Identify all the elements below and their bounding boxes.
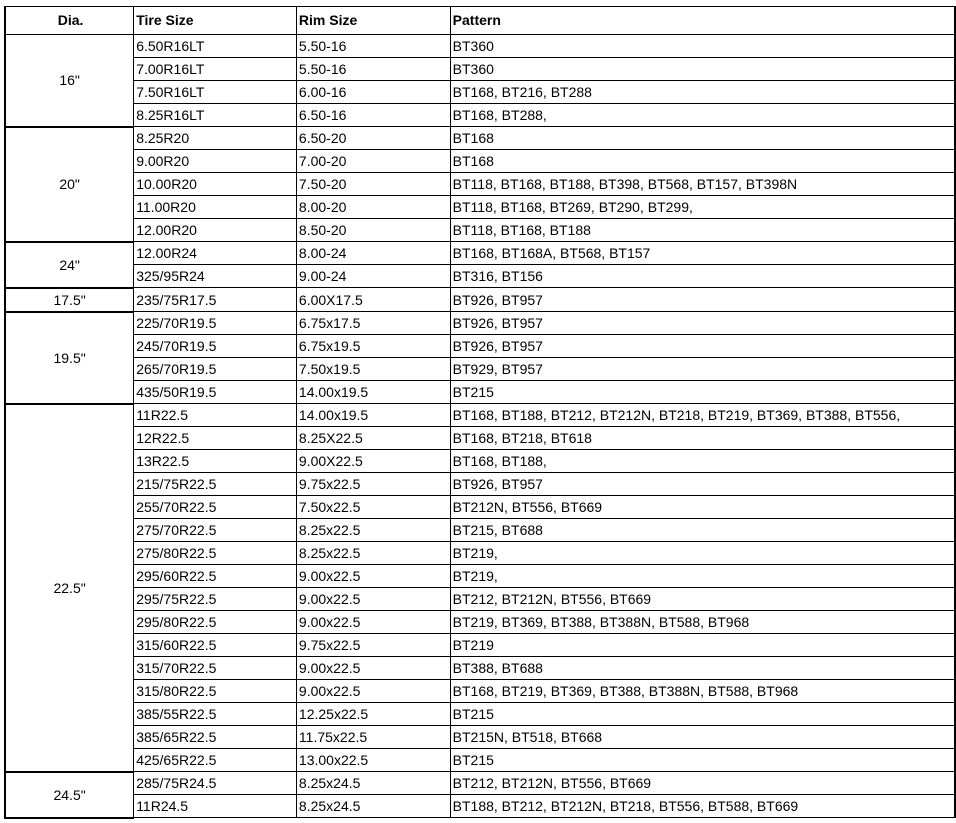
table-row <box>5 680 955 703</box>
table-row <box>5 312 955 335</box>
table-row <box>5 450 955 473</box>
table-row <box>5 381 955 404</box>
rim-size-cell: 6.50-20 <box>296 127 450 150</box>
table-row <box>5 35 955 58</box>
table-row <box>5 196 955 219</box>
rim-size-cell: 8.00-20 <box>296 196 450 219</box>
rim-size-cell: 8.25x24.5 <box>296 772 450 795</box>
pattern-cell: BT360 <box>450 35 955 58</box>
rim-size-cell: 9.00x22.5 <box>296 657 450 680</box>
tire-size-cell: 325/95R24 <box>134 265 297 288</box>
rim-size-cell: 7.00-20 <box>296 150 450 173</box>
pattern-cell: BT215, BT688 <box>450 519 955 542</box>
table-row <box>5 150 955 173</box>
tire-size-cell: 295/80R22.5 <box>134 611 297 634</box>
tire-size-cell: 285/75R24.5 <box>134 772 297 795</box>
table-row <box>5 795 955 818</box>
pattern-cell: BT388, BT688 <box>450 657 955 680</box>
header-dia: Dia. <box>5 7 134 35</box>
tire-size-cell: 245/70R19.5 <box>134 335 297 358</box>
tire-size-cell: 295/60R22.5 <box>134 565 297 588</box>
tire-size-cell: 225/70R19.5 <box>134 312 297 335</box>
tire-size-cell: 8.25R16LT <box>134 104 297 127</box>
table-row <box>5 588 955 611</box>
header-row <box>5 7 955 35</box>
rim-size-cell: 8.25x24.5 <box>296 795 450 818</box>
pattern-cell: BT219, <box>450 542 955 565</box>
tire-size-cell: 435/50R19.5 <box>134 381 297 404</box>
rim-size-cell: 5.50-16 <box>296 58 450 81</box>
rim-size-cell: 9.00x22.5 <box>296 680 450 703</box>
pattern-cell: BT168, BT168A, BT568, BT157 <box>450 242 955 265</box>
tire-size-cell: 255/70R22.5 <box>134 496 297 519</box>
pattern-cell: BT219 <box>450 634 955 657</box>
rim-size-cell: 9.00x22.5 <box>296 588 450 611</box>
tire-size-cell: 6.50R16LT <box>134 35 297 58</box>
pattern-cell: BT215N, BT518, BT668 <box>450 726 955 749</box>
table-row <box>5 173 955 196</box>
pattern-cell: BT212, BT212N, BT556, BT669 <box>450 772 955 795</box>
tire-size-cell: 385/65R22.5 <box>134 726 297 749</box>
header-tire-size: Tire Size <box>134 7 297 35</box>
tire-size-cell: 7.50R16LT <box>134 81 297 104</box>
tire-size-cell: 275/80R22.5 <box>134 542 297 565</box>
pattern-cell: BT188, BT212, BT212N, BT218, BT556, BT588, BT669 <box>450 795 955 818</box>
pattern-cell: BT118, BT168, BT188 <box>450 219 955 242</box>
table-row <box>5 219 955 242</box>
tire-size-table <box>4 6 956 819</box>
table-row <box>5 496 955 519</box>
pattern-cell: BT168, BT188, <box>450 450 955 473</box>
pattern-cell: BT168, BT288, <box>450 104 955 127</box>
tire-size-cell: 315/60R22.5 <box>134 634 297 657</box>
table-row <box>5 288 955 312</box>
rim-size-cell: 6.00X17.5 <box>296 288 450 312</box>
rim-size-cell: 14.00x19.5 <box>296 404 450 427</box>
rim-size-cell: 7.50x22.5 <box>296 496 450 519</box>
dia-cell: 17.5" <box>5 288 134 312</box>
rim-size-cell: 11.75x22.5 <box>296 726 450 749</box>
pattern-cell: BT316, BT156 <box>450 265 955 288</box>
rim-size-cell: 8.00-24 <box>296 242 450 265</box>
dia-cell: 20" <box>5 127 134 242</box>
table-row <box>5 358 955 381</box>
tire-size-cell: 11R24.5 <box>134 795 297 818</box>
table-row <box>5 749 955 772</box>
tire-size-cell: 11.00R20 <box>134 196 297 219</box>
tire-size-cell: 13R22.5 <box>134 450 297 473</box>
pattern-cell: BT168, BT188, BT212, BT212N, BT218, BT219, BT369, BT388, BT556, <box>450 404 955 427</box>
rim-size-cell: 9.00X22.5 <box>296 450 450 473</box>
table-row <box>5 404 955 427</box>
table-row <box>5 657 955 680</box>
rim-size-cell: 8.25X22.5 <box>296 427 450 450</box>
table-row <box>5 58 955 81</box>
pattern-cell: BT926, BT957 <box>450 473 955 496</box>
dia-cell: 24" <box>5 242 134 288</box>
tire-size-cell: 8.25R20 <box>134 127 297 150</box>
dia-cell: 19.5" <box>5 312 134 404</box>
table-row <box>5 473 955 496</box>
table-row <box>5 265 955 288</box>
rim-size-cell: 6.75x17.5 <box>296 312 450 335</box>
rim-size-cell: 8.25x22.5 <box>296 542 450 565</box>
dia-cell: 16" <box>5 35 134 127</box>
pattern-cell: BT219, BT369, BT388, BT388N, BT588, BT968 <box>450 611 955 634</box>
rim-size-cell: 9.75x22.5 <box>296 634 450 657</box>
pattern-cell: BT212N, BT556, BT669 <box>450 496 955 519</box>
pattern-cell: BT215 <box>450 749 955 772</box>
rim-size-cell: 6.00-16 <box>296 81 450 104</box>
tire-size-cell: 9.00R20 <box>134 150 297 173</box>
rim-size-cell: 6.75x19.5 <box>296 335 450 358</box>
tire-size-cell: 425/65R22.5 <box>134 749 297 772</box>
pattern-cell: BT118, BT168, BT188, BT398, BT568, BT157, BT398N <box>450 173 955 196</box>
pattern-cell: BT360 <box>450 58 955 81</box>
table-row <box>5 542 955 565</box>
table-row <box>5 611 955 634</box>
table-row <box>5 427 955 450</box>
tire-size-cell: 275/70R22.5 <box>134 519 297 542</box>
rim-size-cell: 9.00x22.5 <box>296 611 450 634</box>
tire-size-cell: 295/75R22.5 <box>134 588 297 611</box>
pattern-cell: BT168 <box>450 150 955 173</box>
header-pattern: Pattern <box>450 7 955 35</box>
table-row <box>5 519 955 542</box>
pattern-cell: BT215 <box>450 381 955 404</box>
pattern-cell: BT215 <box>450 703 955 726</box>
tire-size-cell: 235/75R17.5 <box>134 288 297 312</box>
tire-size-cell: 265/70R19.5 <box>134 358 297 381</box>
tire-size-cell: 315/80R22.5 <box>134 680 297 703</box>
pattern-cell: BT926, BT957 <box>450 288 955 312</box>
dia-cell: 22.5" <box>5 404 134 772</box>
rim-size-cell: 8.25x22.5 <box>296 519 450 542</box>
table-row <box>5 104 955 127</box>
pattern-cell: BT168 <box>450 127 955 150</box>
table-row <box>5 726 955 749</box>
tire-size-cell: 11R22.5 <box>134 404 297 427</box>
tire-size-cell: 12.00R20 <box>134 219 297 242</box>
header-rim-size: Rim Size <box>296 7 450 35</box>
pattern-cell: BT926, BT957 <box>450 335 955 358</box>
rim-size-cell: 14.00x19.5 <box>296 381 450 404</box>
rim-size-cell: 6.50-16 <box>296 104 450 127</box>
tire-size-cell: 7.00R16LT <box>134 58 297 81</box>
table-row <box>5 81 955 104</box>
pattern-cell: BT118, BT168, BT269, BT290, BT299, <box>450 196 955 219</box>
pattern-cell: BT168, BT216, BT288 <box>450 81 955 104</box>
pattern-cell: BT212, BT212N, BT556, BT669 <box>450 588 955 611</box>
tire-size-cell: 215/75R22.5 <box>134 473 297 496</box>
tire-size-cell: 315/70R22.5 <box>134 657 297 680</box>
rim-size-cell: 13.00x22.5 <box>296 749 450 772</box>
table-row <box>5 772 955 795</box>
table-row <box>5 335 955 358</box>
rim-size-cell: 9.00x22.5 <box>296 565 450 588</box>
tire-size-cell: 12.00R24 <box>134 242 297 265</box>
table-row <box>5 703 955 726</box>
dia-cell: 24.5" <box>5 772 134 818</box>
pattern-cell: BT926, BT957 <box>450 312 955 335</box>
rim-size-cell: 12.25x22.5 <box>296 703 450 726</box>
table-row <box>5 127 955 150</box>
table-row <box>5 634 955 657</box>
rim-size-cell: 9.00-24 <box>296 265 450 288</box>
table-body <box>5 35 955 818</box>
pattern-cell: BT929, BT957 <box>450 358 955 381</box>
rim-size-cell: 8.50-20 <box>296 219 450 242</box>
rim-size-cell: 5.50-16 <box>296 35 450 58</box>
table-row <box>5 565 955 588</box>
pattern-cell: BT168, BT218, BT618 <box>450 427 955 450</box>
rim-size-cell: 9.75x22.5 <box>296 473 450 496</box>
pattern-cell: BT168, BT219, BT369, BT388, BT388N, BT588, BT968 <box>450 680 955 703</box>
tire-size-cell: 10.00R20 <box>134 173 297 196</box>
rim-size-cell: 7.50x19.5 <box>296 358 450 381</box>
table-row <box>5 242 955 265</box>
pattern-cell: BT219, <box>450 565 955 588</box>
tire-size-cell: 385/55R22.5 <box>134 703 297 726</box>
tire-size-cell: 12R22.5 <box>134 427 297 450</box>
rim-size-cell: 7.50-20 <box>296 173 450 196</box>
